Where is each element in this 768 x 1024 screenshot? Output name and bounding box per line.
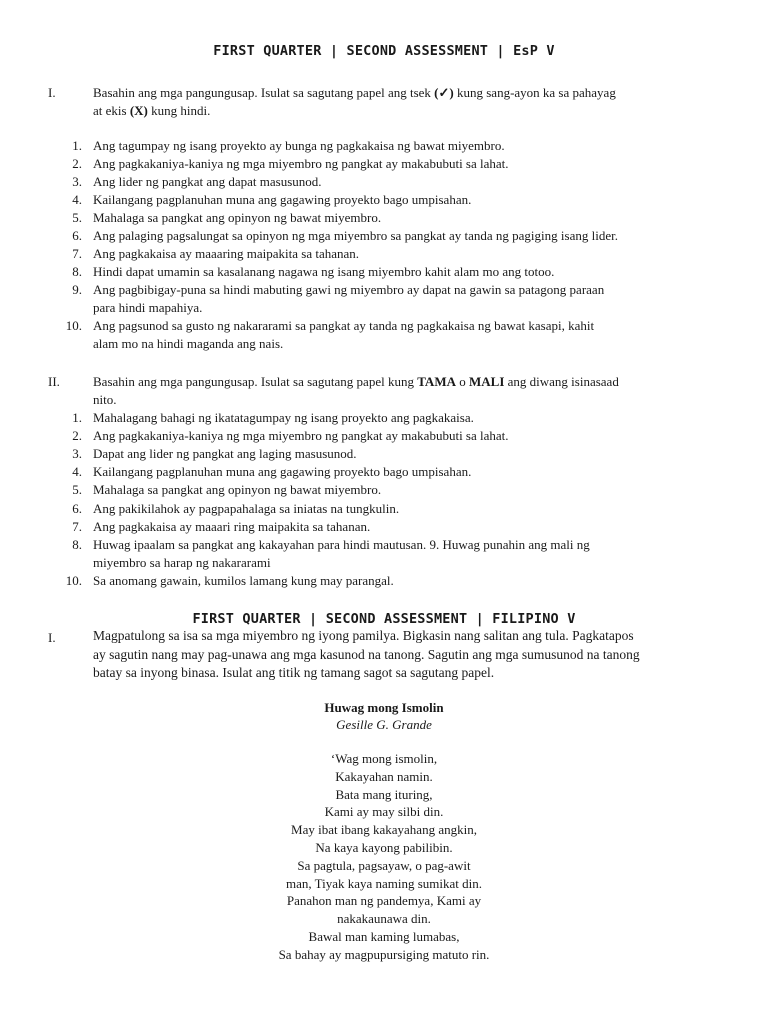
poem-line: nakakaunawa din. bbox=[337, 911, 431, 927]
o-label: o bbox=[459, 374, 466, 389]
poem-author: Gesille G. Grande bbox=[336, 717, 432, 732]
part1-instr-text-d: kung hindi. bbox=[151, 103, 211, 118]
item-text: Mahalaga sa pangkat ang opinyon ng bawat miyembro. bbox=[93, 482, 382, 498]
poem-line: Sa pagtula, pagsayaw, o pag-awit bbox=[297, 857, 471, 873]
item-number: 4. bbox=[72, 192, 82, 207]
poem-line: man, Tiyak kaya naming sumikat din. bbox=[285, 875, 483, 891]
part2-instr-text-b: ang diwang isinasaad bbox=[507, 374, 619, 389]
part2-instr-line1 bbox=[93, 373, 733, 391]
item-text: Ang pagkakaisa ay maaari ring maipakita sa tahanan. bbox=[93, 518, 371, 534]
item-number: 2. bbox=[72, 428, 82, 444]
part1-instructions bbox=[93, 84, 733, 120]
part1-instr-line2 bbox=[93, 102, 733, 120]
part2-instr-text-a: Basahin ang mga pangungusap. Isulat sa sagutang papel kung bbox=[93, 374, 414, 389]
part2-instructions bbox=[93, 373, 733, 409]
item-text: Hindi dapat umamin sa kasalanang nagawa ng isang miyembro kahit alam mo ang totoo. bbox=[93, 264, 555, 279]
item-text: Mahalaga sa pangkat ang opinyon ng bawat miyembro. bbox=[93, 210, 382, 225]
mali-label: MALI bbox=[468, 374, 505, 389]
item-text: Ang pagkakaisa ay maaaring maipakita sa tahanan. bbox=[93, 246, 360, 261]
item-number: 9. bbox=[72, 282, 82, 297]
item-text: Ang lider ng pangkat ang dapat masusunod. bbox=[93, 174, 322, 189]
item-text: Ang pagsunod sa gusto ng nakararami sa pangkat ay tanda ng pagkakaisa ng bawat kasapi, kahit bbox=[93, 318, 595, 333]
filipino-instructions bbox=[93, 627, 733, 683]
item-text: Ang tagumpay ng isang proyekto ay bunga ng pagkakaisa ng bawat miyembro. bbox=[93, 138, 505, 153]
item-number: 5. bbox=[72, 210, 82, 225]
filipino-heading: FIRST QUARTER | SECOND ASSESSMENT | FILIPINO V bbox=[192, 611, 576, 627]
part2-instr-line2: nito. bbox=[93, 392, 117, 407]
check-mark: (✓) bbox=[434, 85, 454, 100]
tama-label: TAMA bbox=[417, 374, 456, 389]
item-number: 6. bbox=[72, 228, 82, 243]
item-text: Ang pagkakaniya-kaniya ng mga miyembro ng pangkat ay makabubuti sa lahat. bbox=[93, 428, 509, 444]
item-number: 10. bbox=[65, 572, 82, 588]
item-text: Sa anomang gawain, kumilos lamang kung may parangal. bbox=[93, 572, 394, 588]
item-text: miyembro sa harap ng nakararami bbox=[93, 554, 271, 570]
filipino-instr-line: Magpatulong sa isa sa mga miyembro ng iyong pamilya. Bigkasin nang salitan ang tula. Pagkatapos bbox=[93, 628, 634, 643]
item-number: 8. bbox=[72, 264, 82, 279]
filipino-instr-line: ay sagutin nang may pag-unawa ang mga kasunod na tanong. Sagutin ang mga sumusunod na tanong bbox=[93, 646, 640, 662]
item-number: 7. bbox=[72, 518, 82, 534]
item-number: 10. bbox=[65, 318, 82, 333]
poem-line: Bata mang ituring, bbox=[335, 786, 433, 802]
poem-line: Na kaya kayong pabilibin. bbox=[315, 840, 453, 855]
item-number: 6. bbox=[72, 500, 82, 516]
item-number: 4. bbox=[72, 464, 82, 480]
item-number: 7. bbox=[72, 246, 82, 261]
filipino-roman: I. bbox=[48, 630, 56, 645]
item-text: Kailangang pagplanuhan muna ang gagawing proyekto bago umpisahan. bbox=[93, 464, 472, 480]
poem-line: ‘Wag mong ismolin, bbox=[330, 751, 438, 766]
item-text: para hindi mapahiya. bbox=[93, 300, 203, 315]
item-text: Ang pagkakaniya-kaniya ng mga miyembro ng pangkat ay makabubuti sa lahat. bbox=[93, 156, 509, 171]
poem-line: Kakayahan namin. bbox=[335, 768, 433, 784]
item-number: 3. bbox=[72, 446, 82, 462]
part2-roman: II. bbox=[48, 374, 60, 389]
poem-line: Sa bahay ay magpupursiging matuto rin. bbox=[278, 946, 490, 962]
poem-line: Bawal man kaming lumabas, bbox=[308, 929, 460, 944]
part1-instr-text-b: kung sang-ayon ka sa pahayag bbox=[456, 85, 616, 100]
item-text: Dapat ang lider ng pangkat ang laging masusunod. bbox=[93, 446, 357, 462]
item-text: Kailangang pagplanuhan muna ang gagawing proyekto bago umpisahan. bbox=[93, 192, 472, 207]
item-number: 5. bbox=[72, 482, 82, 498]
item-number: 1. bbox=[72, 138, 82, 153]
poem-line: Panahon man ng pandemya, Kami ay bbox=[286, 893, 482, 909]
x-mark: (X) bbox=[129, 103, 148, 118]
item-number: 2. bbox=[72, 156, 82, 171]
part1-instr-text-c: at ekis bbox=[93, 103, 127, 118]
item-text: Ang pakikilahok ay pagpapahalaga sa iniatas na tungkulin. bbox=[93, 500, 400, 516]
item-text: Mahalagang bahagi ng ikatatagumpay ng isang proyekto ang pagkakaisa. bbox=[93, 410, 474, 425]
esp-heading: FIRST QUARTER | SECOND ASSESSMENT | EsP V bbox=[213, 43, 555, 59]
poem-line: May ibat ibang kakayahang angkin, bbox=[291, 822, 477, 838]
filipino-instr-line: batay sa inyong binasa. Isulat ang titik ng tamang sagot sa sagutang papel. bbox=[93, 665, 495, 680]
item-text: Ang palaging pagsalungat sa opinyon ng mga miyembro sa pangkat ay tanda ng pagiging isang lider. bbox=[93, 228, 618, 243]
item-number: 3. bbox=[72, 174, 82, 189]
item-number: 8. bbox=[72, 536, 82, 552]
item-text: alam mo na hindi maganda ang nais. bbox=[93, 336, 284, 351]
part1-roman: I. bbox=[48, 85, 56, 100]
item-text: Ang pagbibigay-puna sa hindi mabuting gawi ng miyembro ay dapat na gawin sa patagong paraan bbox=[93, 282, 605, 297]
item-number: 1. bbox=[72, 410, 82, 425]
part1-instr-text-a: Basahin ang mga pangungusap. Isulat sa sagutang papel ang tsek bbox=[93, 85, 431, 100]
part1-instr-line1 bbox=[93, 84, 733, 102]
poem-line: Kami ay may silbi din. bbox=[324, 804, 444, 820]
item-text: Huwag ipaalam sa pangkat ang kakayahan para hindi mautusan. 9. Huwag punahin ang mali ng bbox=[93, 536, 590, 552]
poem-title: Huwag mong Ismolin bbox=[324, 700, 444, 715]
